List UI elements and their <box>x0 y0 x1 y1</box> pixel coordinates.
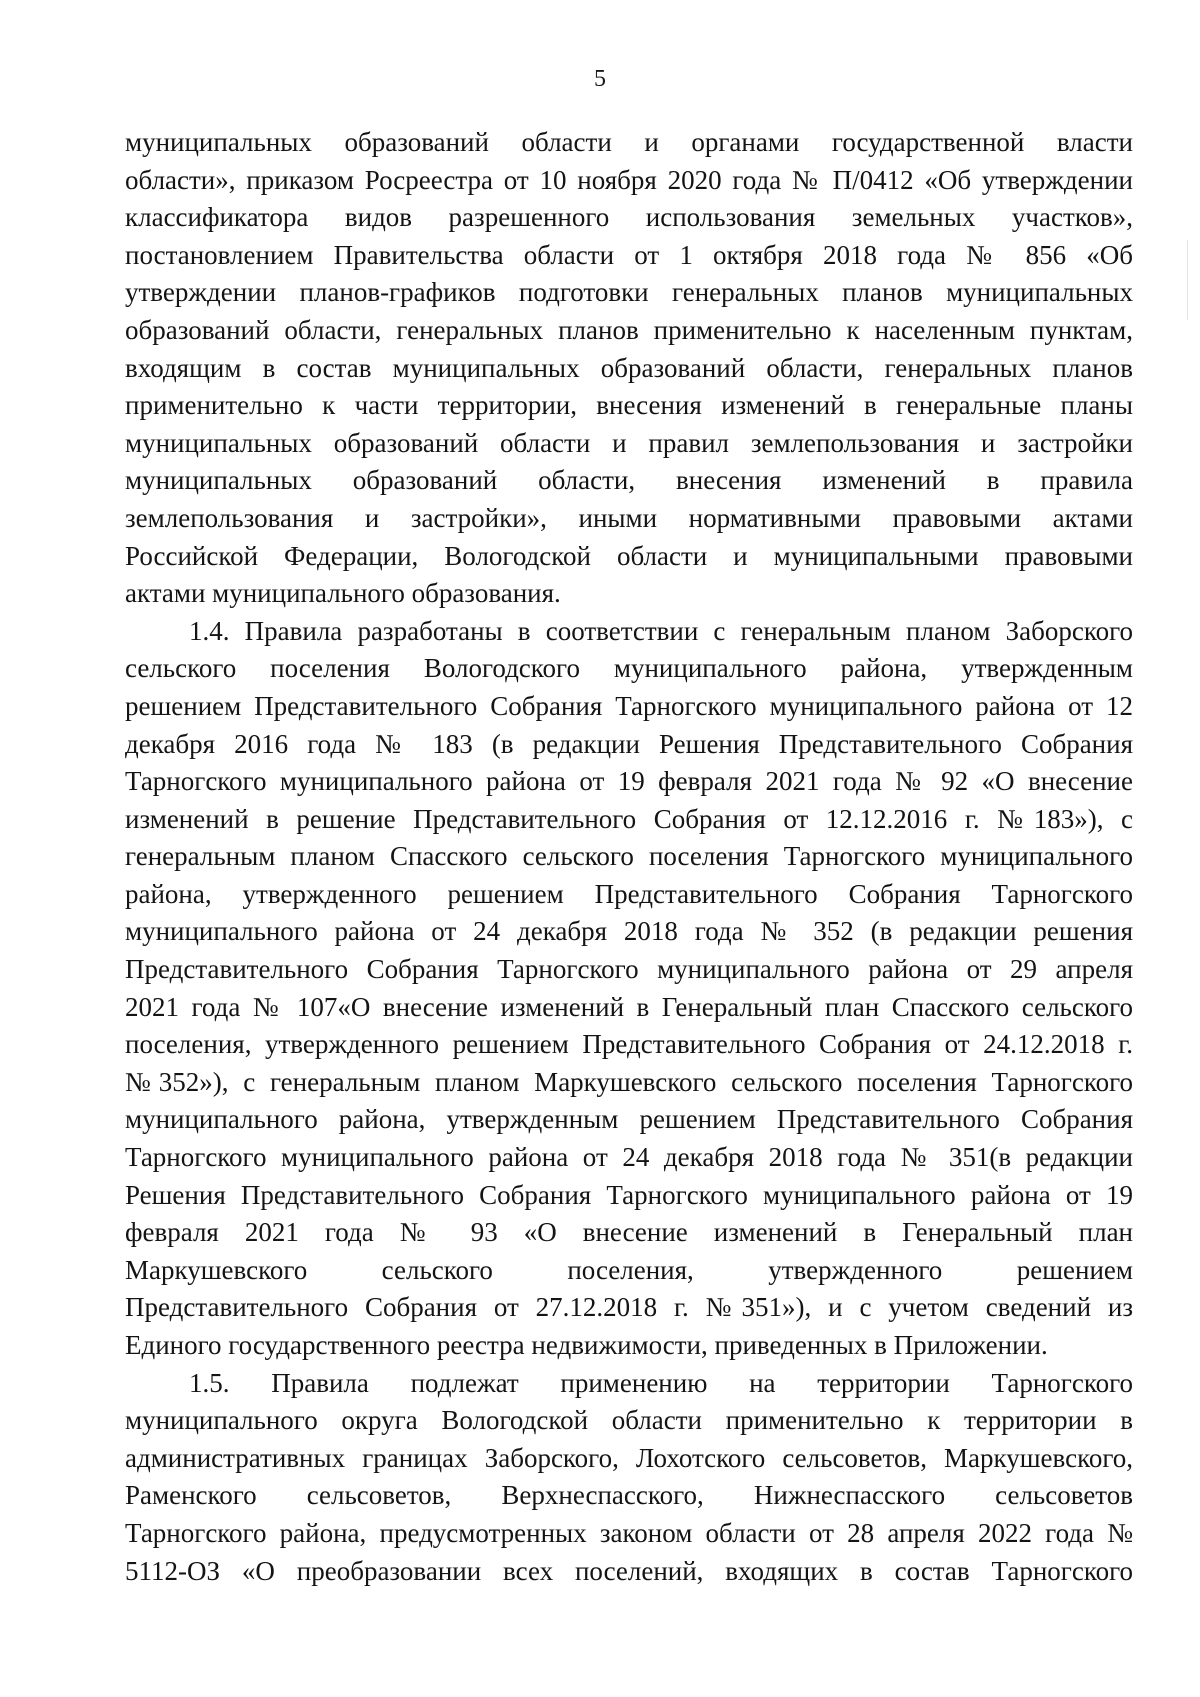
text-line: февраля 2021 года № 93 «О внесение изменений в Генеральный план <box>125 1217 1133 1248</box>
text-line: образований области, генеральных планов применительно к населенным пунктам, <box>125 314 1133 345</box>
paragraph-continuation <box>125 124 1133 613</box>
text-line: Российской Федерации, Вологодской области и муниципальными правовыми <box>125 540 1133 571</box>
text-line: муниципального округа Вологодской области применительно к территории в <box>125 1405 1133 1436</box>
text-line: постановлением Правительства области от 1 октября 2018 года № 856 «Об <box>125 239 1133 270</box>
text-line: муниципальных образований области и органами государственной власти <box>125 127 1133 157</box>
text-line: актами муниципального образования. <box>125 578 561 609</box>
text-line: 5112-ОЗ «О преобразовании всех поселений, входящих в состав Тарногского <box>125 1555 1133 1586</box>
text-line: Решения Представительного Собрания Тарногского муниципального района от 19 <box>125 1179 1133 1210</box>
text-line: Представительного Собрания от 27.12.2018 г. №351»), и с учетом сведений из <box>125 1292 1133 1323</box>
text-line: Представительного Собрания Тарногского муниципального района от 29 апреля <box>125 954 1133 985</box>
text-line: сельского поселения Вологодского муниципального района, утвержденным <box>125 653 1133 684</box>
paragraph-1-5 <box>125 1365 1133 1591</box>
text-line: Тарногского района, предусмотренных законом области от 28 апреля 2022 года № <box>125 1517 1133 1548</box>
text-line: муниципальных образований области, внесения изменений в правила <box>125 465 1133 496</box>
text-line: декабря 2016 года № 183 (в редакции Решения Представительного Собрания <box>125 728 1133 759</box>
text-line: Единого государственного реестра недвижимости, приведенных в Приложении. <box>125 1330 1048 1360</box>
text-line: 1.5. Правила подлежат применению на территории Тарногского <box>189 1367 1133 1398</box>
text-line: Маркушевского сельского поселения, утвержденного решением <box>125 1254 1133 1285</box>
text-line: решением Представительного Собрания Тарногского муниципального района от 12 <box>125 690 1133 721</box>
page-number: 5 <box>594 66 606 92</box>
text-line: Тарногского муниципального района от 19 февраля 2021 года № 92 «О внесение <box>125 766 1133 797</box>
text-line: землепользования и застройки», иными нормативными правовыми актами <box>125 502 1133 533</box>
text-line: муниципального района от 24 декабря 2018 года № 352 (в редакции решения <box>125 916 1133 947</box>
text-line: 2021 года № 107«О внесение изменений в Генеральный план Спасского сельского <box>125 991 1133 1022</box>
text-line: изменений в решение Представительного Собрания от 12.12.2016 г. №183»), с <box>125 803 1133 834</box>
text-line: классификатора видов разрешенного использования земельных участков», <box>125 202 1133 233</box>
text-line: №352»), с генеральным планом Маркушевского сельского поселения Тарногского <box>125 1066 1133 1097</box>
text-line: области», приказом Росреестра от 10 ноября 2020 года № П/0412 «Об утверждении <box>125 164 1133 195</box>
text-line: 1.4. Правила разработаны в соответствии с генеральным планом Заборского <box>189 615 1133 646</box>
text-line: поселения, утвержденного решением Представительного Собрания от 24.12.2018 г. <box>125 1029 1133 1060</box>
text-line: муниципального района, утвержденным решением Представительного Собрания <box>125 1104 1133 1135</box>
text-line: применительно к части территории, внесения изменений в генеральные планы <box>125 390 1133 421</box>
text-line: района, утвержденного решением Представительного Собрания Тарногского <box>125 878 1133 909</box>
document-body <box>125 124 1133 1590</box>
text-line: административных границах Заборского, Лохотского сельсоветов, Маркушевского, <box>125 1442 1133 1473</box>
text-line: входящим в состав муниципальных образований области, генеральных планов <box>125 352 1133 383</box>
text-line: генеральным планом Спасского сельского поселения Тарногского муниципального <box>125 841 1133 872</box>
paragraph-1-4 <box>125 613 1133 1365</box>
text-line: муниципальных образований области и правил землепользования и застройки <box>125 427 1133 458</box>
text-line: утверждении планов-графиков подготовки генеральных планов муниципальных <box>125 277 1133 308</box>
text-line: Раменского сельсоветов, Верхнеспасского, Нижнеспасского сельсоветов <box>125 1480 1133 1511</box>
text-line: Тарногского муниципального района от 24 декабря 2018 года № 351(в редакции <box>125 1142 1133 1173</box>
scan-edge-line <box>1187 240 1188 320</box>
